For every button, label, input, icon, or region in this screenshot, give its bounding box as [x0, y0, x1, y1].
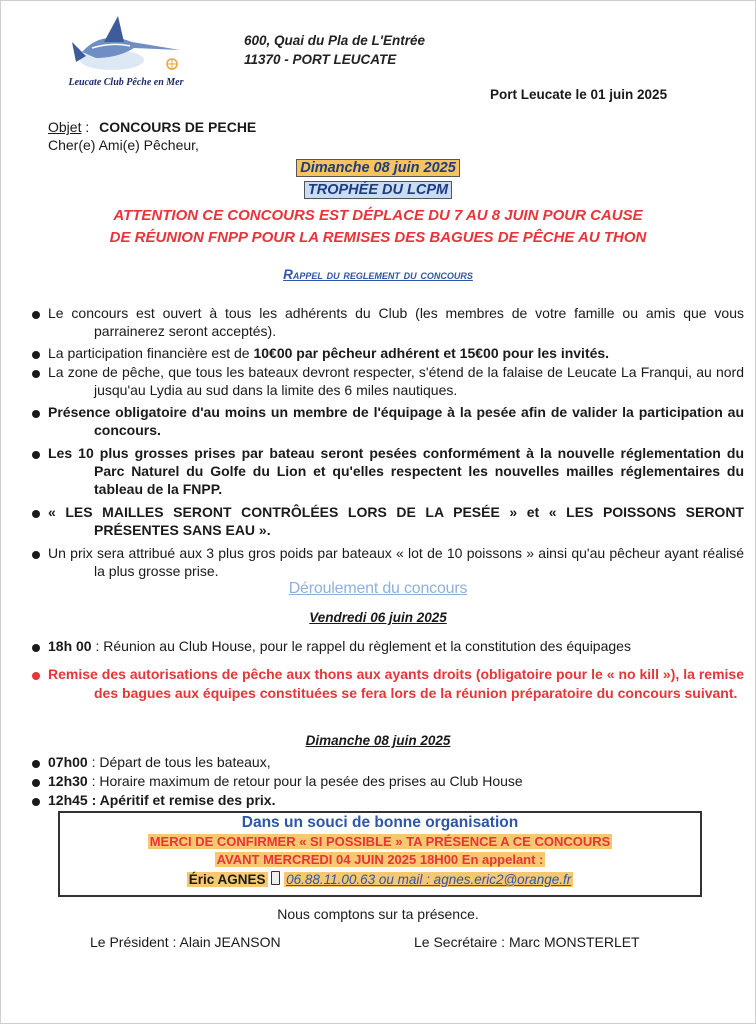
logo-text: Leucate Club Pêche en Mer	[68, 77, 184, 88]
day2-text-3: : Apéritif et remise des prix.	[87, 792, 276, 808]
object-value: CONCOURS DE PECHE	[99, 119, 257, 135]
rule-2	[48, 344, 698, 362]
bullet	[32, 779, 40, 787]
contact-name: Éric AGNES	[188, 872, 266, 887]
bullet	[32, 672, 40, 680]
day2-item-2	[48, 772, 698, 790]
day2-heading: Dimanche 08 juin 2025	[305, 733, 451, 748]
trophy-title: TROPHÉE DU LCPM	[304, 181, 452, 199]
bullet	[32, 370, 40, 378]
box-contact	[60, 871, 700, 889]
rule-5: Les 10 plus grosses prises par bateau seront pesées conformément à la nouvelle réglementation du Parc Naturel du Golfe du Lion et qu'elles respectent les nouvelles mailles réglementaires du tableau de la FNPP.	[48, 445, 744, 497]
warning-line1: ATTENTION CE CONCOURS EST DÉPLACE DU 7 AU 8 JUIN POUR CAUSE	[113, 207, 643, 224]
day1-item	[48, 637, 698, 655]
event-date: Dimanche 08 juin 2025	[296, 159, 460, 177]
schedule-heading: Déroulement du concours	[288, 580, 468, 597]
day1-heading: Vendredi 06 juin 2025	[309, 610, 447, 625]
bullet	[32, 451, 40, 459]
bullet	[32, 551, 40, 559]
event-date-wrap	[0, 159, 756, 177]
day2-item-3	[48, 791, 698, 809]
place-date: Port Leucate le 01 juin 2025	[490, 87, 668, 102]
bullet	[32, 410, 40, 418]
bullet	[32, 510, 40, 518]
day2-item-1	[48, 753, 698, 771]
bullet	[32, 760, 40, 768]
day2-text-2: : Horaire maximum de retour pour la pesée des prises au Club House	[87, 773, 523, 789]
box-line1-wrap	[60, 833, 700, 851]
bullet	[32, 644, 40, 652]
day1-note: Remise des autorisations de pêche aux thons aux ayants droits (obligatoire pour le « no kill »), la remise des bagues aux équipes constituées se fera lors de la réunion préparatoire du concours suivant.	[48, 666, 744, 701]
box-line2: AVANT MERCREDI 04 JUIN 2025 18H00 En appelant :	[216, 852, 544, 867]
object-label: Objet	[48, 119, 82, 135]
greeting: Cher(e) Ami(e) Pêcheur,	[48, 137, 199, 153]
rule-6: « LES MAILLES SERONT CONTRÔLÉES LORS DE LA PESÉE » et « LES POISSONS SERONT PRÉSENTES SANS EAU ».	[48, 504, 744, 538]
closing: Nous comptons sur ta présence.	[277, 906, 479, 922]
rules-heading-wrap	[0, 266, 756, 284]
club-logo	[62, 12, 190, 92]
confirmation-box	[58, 811, 702, 897]
object-line	[48, 118, 256, 136]
day2-time-2: 12h30	[48, 773, 88, 789]
bullet	[32, 311, 40, 319]
box-line1: MERCI DE CONFIRMER « SI POSSIBLE » TA PRÉSENCE A CE CONCOURS	[149, 834, 611, 849]
day1-wrap	[0, 609, 756, 627]
address-line2: 11370 - PORT LEUCATE	[244, 52, 397, 67]
bullet	[32, 351, 40, 359]
warning-line2: DE RÉUNION FNPP POUR LA REMISES DES BAGUES DE PÊCHE AU THON	[109, 229, 647, 246]
rule-2-fees: 10€00 par pêcheur adhérent et 15€00 pour les invités.	[253, 345, 610, 361]
secretary: Le Secrétaire : Marc MONSTERLET	[414, 934, 640, 950]
event-warning	[0, 205, 756, 249]
rules-heading: Rappel du reglement du concours	[283, 267, 473, 282]
rule-7: Un prix sera attribué aux 3 plus gros poids par bateaux « lot de 10 poissons » ainsi qu'au pêcheur ayant réalisé la plus grosse prise.	[48, 545, 744, 579]
day2-time-1: 07h00	[48, 754, 88, 770]
day1-text: : Réunion au Club House, pour le rappel du règlement et la constitution des équipages	[91, 638, 631, 654]
box-title: Dans un souci de bonne organisation	[241, 814, 519, 831]
rule-2-text: La participation financière est de	[48, 345, 254, 361]
phone-icon	[271, 871, 280, 885]
day2-time-3: 12h45	[48, 792, 88, 808]
day2-wrap	[0, 732, 756, 750]
contact-phone-mail[interactable]: 06.88.11.00.63 ou mail : agnes.eric2@orange.fr	[286, 872, 572, 887]
rule-4: Présence obligatoire d'au moins un membre de l'équipage à la pesée afin de valider la participation au concours.	[48, 404, 744, 438]
day2-text-1: : Départ de tous les bateaux,	[87, 754, 271, 770]
day1-time: 18h 00	[48, 638, 92, 654]
bullet	[32, 798, 40, 806]
president: Le Président : Alain JEANSON	[90, 934, 281, 950]
object-colon: :	[81, 119, 90, 135]
schedule-heading-wrap	[0, 580, 756, 598]
address-line1: 600, Quai du Pla de L'Entrée	[244, 33, 426, 48]
rule-1: Le concours est ouvert à tous les adhérents du Club (les membres de votre famille ou amis que vous parrainerez seront acceptés).	[48, 305, 744, 339]
trophy-wrap	[0, 181, 756, 199]
swordfish-icon	[62, 12, 190, 76]
rule-3: La zone de pêche, que tous les bateaux devront respecter, s'étend de la falaise de Leucate La Franqui, au nord jusqu'au Lydia au sud dans la limite des 6 miles nautiques.	[48, 364, 744, 398]
box-line2-wrap	[60, 851, 700, 869]
